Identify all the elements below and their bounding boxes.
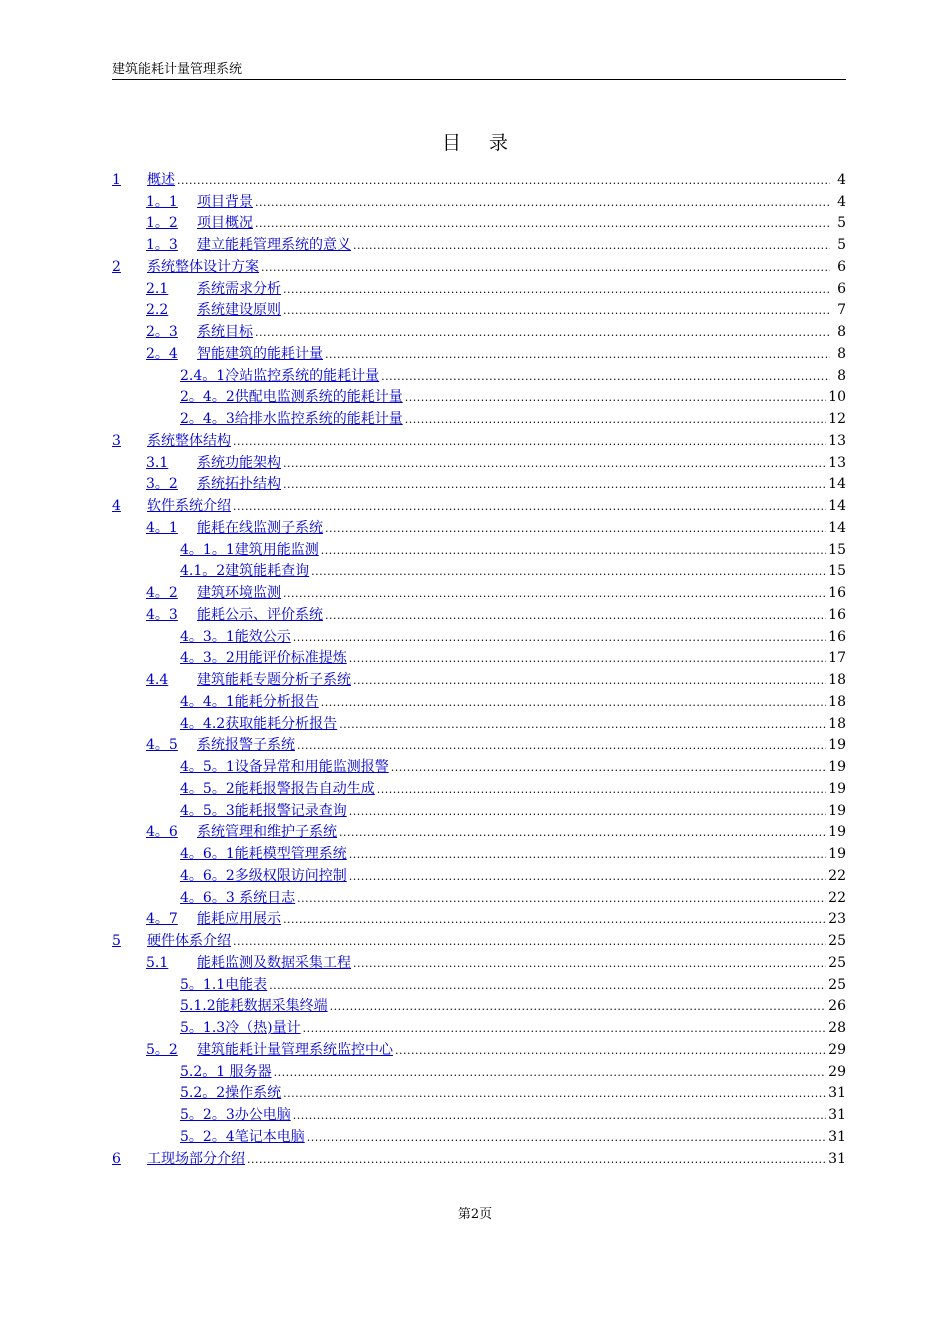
toc-entry-link[interactable]: 工现场部分介绍 [147, 1150, 245, 1167]
toc-entry[interactable] [112, 1081, 846, 1103]
toc-entry[interactable] [112, 450, 846, 472]
toc-entry[interactable] [112, 515, 846, 537]
toc-entry[interactable] [112, 580, 846, 602]
dot-leader [255, 215, 830, 232]
toc-entry-link[interactable]: 系统需求分析 [197, 280, 281, 297]
toc-entry-page: 14 [828, 476, 846, 493]
toc-entry[interactable] [112, 1015, 846, 1037]
toc-entry-link[interactable]: 建筑能耗专题分析子系统 [197, 672, 351, 688]
page-number-label: 第2页 [457, 1207, 493, 1222]
toc-entry-link[interactable]: 4。3。2用能评价标准提炼 [180, 650, 347, 667]
toc-entry[interactable] [112, 559, 846, 581]
toc-entry-link[interactable]: 4。1。1建筑用能监测 [180, 541, 319, 558]
toc-entry-link[interactable]: 系统功能架构 [197, 454, 281, 471]
toc-entry-page: 6 [837, 258, 846, 275]
dot-leader [283, 1085, 826, 1102]
dot-leader [293, 1107, 826, 1124]
page-header [112, 62, 846, 80]
toc-entry[interactable] [112, 646, 846, 668]
toc-entry-link[interactable]: 4。4。1能耗分析报告 [180, 693, 319, 710]
toc-entry-page: 8 [837, 324, 846, 340]
toc-entry-number[interactable]: 4。2 [146, 585, 178, 601]
toc-entry[interactable] [112, 733, 846, 755]
toc-entry-number[interactable]: 3 [112, 432, 121, 449]
toc-entry-number[interactable]: 4 [112, 498, 121, 514]
toc-entry-number[interactable]: 5 [112, 933, 121, 949]
toc-entry-number[interactable]: 5.1 [146, 954, 169, 971]
dot-leader [405, 389, 826, 406]
toc-entry[interactable] [112, 972, 846, 994]
toc-entry[interactable] [112, 385, 846, 407]
dot-leader [303, 1020, 827, 1037]
toc-entry-page: 14 [828, 498, 846, 514]
toc-entry-link[interactable]: 4。5。3能耗报警记录查询 [180, 802, 347, 819]
dot-leader [321, 542, 826, 559]
toc-entry-page: 7 [837, 302, 846, 319]
dot-leader [353, 955, 826, 972]
table-of-contents [112, 167, 846, 1168]
toc-entry-link[interactable]: 4。6。3 系统日志 [180, 889, 296, 906]
toc-entry-link[interactable]: 2.4。1冷站监控系统的能耗计量 [180, 367, 380, 384]
toc-entry-page: 13 [828, 432, 846, 449]
toc-entry-page: 18 [828, 672, 846, 688]
toc-entry-number[interactable]: 4。1 [146, 519, 178, 536]
dot-leader [325, 346, 830, 363]
toc-entry-page: 19 [828, 846, 846, 862]
toc-entry-number[interactable]: 4。7 [146, 911, 178, 928]
dot-leader [349, 650, 826, 667]
toc-entry-link[interactable]: 4。5。2能耗报警报告自动生成 [180, 780, 375, 797]
dot-leader [349, 846, 826, 863]
dot-leader [349, 803, 826, 820]
toc-entry[interactable] [112, 863, 846, 885]
toc-entry[interactable] [112, 754, 846, 776]
toc-entry-page: 8 [837, 367, 846, 384]
toc-entry-link[interactable]: 软件系统介绍 [147, 498, 231, 514]
toc-entry-number[interactable]: 2.1 [146, 280, 169, 297]
toc-entry-link[interactable]: 系统整体设计方案 [147, 258, 259, 275]
toc-entry-link[interactable]: 5.1.2能耗数据采集终端 [180, 998, 328, 1015]
toc-entry-page: 31 [828, 1107, 846, 1123]
toc-entry-number[interactable]: 4。5 [146, 737, 178, 754]
toc-entry-number[interactable]: 2.2 [146, 302, 169, 319]
dot-leader [233, 433, 826, 450]
toc-entry-number[interactable]: 2 [112, 258, 121, 275]
toc-entry[interactable] [112, 820, 846, 842]
toc-entry[interactable] [112, 689, 846, 711]
toc-title: 目录 [441, 132, 536, 154]
toc-entry-page: 23 [828, 911, 846, 928]
toc-entry[interactable] [112, 1059, 846, 1081]
toc-entry-link[interactable]: 系统报警子系统 [197, 737, 295, 754]
toc-entry[interactable] [112, 950, 846, 972]
dot-leader [353, 237, 830, 254]
toc-entry-link[interactable]: 5。1.1电能表 [180, 976, 268, 993]
toc-entry-page: 19 [828, 759, 846, 775]
toc-entry-page: 31 [828, 1085, 846, 1102]
toc-entry-page: 5 [837, 215, 846, 232]
toc-entry-link[interactable]: 4。6。1能耗模型管理系统 [180, 846, 347, 862]
toc-entry[interactable] [112, 537, 846, 559]
dot-leader [321, 694, 826, 711]
dot-leader [307, 1129, 826, 1146]
toc-entry-number[interactable]: 3.1 [146, 454, 169, 471]
toc-entry[interactable] [112, 319, 846, 341]
dot-leader [283, 302, 830, 319]
toc-entry-page: 28 [828, 1020, 846, 1036]
toc-entry[interactable] [112, 1124, 846, 1146]
toc-entry[interactable] [112, 667, 846, 689]
dot-leader [274, 1064, 827, 1081]
dot-leader [255, 324, 830, 341]
dot-leader [339, 716, 826, 733]
dot-leader [330, 998, 827, 1015]
toc-entry-link[interactable]: 项目背景 [197, 193, 253, 210]
toc-entry-link[interactable]: 系统管理和维护子系统 [197, 824, 337, 841]
dot-leader [283, 455, 826, 472]
toc-entry[interactable] [112, 1037, 846, 1059]
toc-entry-link[interactable]: 2。4。2供配电监测系统的能耗计量 [180, 389, 403, 406]
toc-entry-page: 16 [828, 585, 846, 601]
toc-entry-number[interactable]: 4.4 [146, 672, 169, 688]
toc-entry[interactable] [112, 907, 846, 929]
toc-entry-link[interactable]: 系统目标 [197, 324, 253, 340]
toc-entry-page: 26 [828, 998, 846, 1015]
toc-entry-page: 15 [828, 563, 846, 580]
toc-entry-page: 18 [828, 715, 846, 732]
toc-entry-page: 19 [828, 780, 846, 797]
dot-leader [261, 259, 830, 276]
dot-leader [255, 194, 830, 211]
toc-entry[interactable] [112, 885, 846, 907]
toc-entry-link[interactable]: 系统整体结构 [147, 432, 231, 449]
toc-entry-number[interactable]: 5。2 [146, 1041, 178, 1058]
dot-leader [381, 368, 830, 385]
dot-leader [353, 672, 826, 689]
toc-entry[interactable] [112, 254, 846, 276]
toc-entry[interactable] [112, 994, 846, 1016]
toc-entry[interactable] [112, 472, 846, 494]
toc-entry-link[interactable]: 概述 [147, 171, 175, 188]
toc-entry-page: 8 [837, 345, 846, 362]
toc-entry-link[interactable]: 建立能耗管理系统的意义 [197, 237, 351, 253]
toc-entry-page: 16 [828, 628, 846, 645]
toc-entry[interactable] [112, 189, 846, 211]
toc-entry-page: 31 [828, 1128, 846, 1145]
toc-entry-page: 29 [828, 1063, 846, 1080]
toc-entry-page: 5 [837, 237, 846, 253]
toc-entry-page: 15 [828, 541, 846, 558]
dot-leader [283, 911, 826, 928]
toc-entry-link[interactable]: 能耗监测及数据采集工程 [197, 954, 351, 971]
toc-entry-link[interactable]: 系统建设原则 [197, 302, 281, 319]
toc-entry-page: 25 [828, 976, 846, 993]
toc-entry-link[interactable]: 4。5。1设备异常和用能监测报警 [180, 759, 389, 775]
dot-leader [325, 607, 826, 624]
toc-entry[interactable] [112, 298, 846, 320]
toc-entry[interactable] [112, 167, 846, 189]
toc-entry-page: 22 [828, 889, 846, 906]
dot-leader [233, 498, 826, 515]
toc-entry[interactable] [112, 602, 846, 624]
toc-entry-link[interactable]: 系统拓扑结构 [197, 476, 281, 493]
toc-entry-link[interactable]: 能耗在线监测子系统 [197, 519, 323, 536]
toc-entry-page: 4 [837, 171, 846, 188]
dot-leader [269, 977, 826, 994]
toc-entry[interactable] [112, 232, 846, 254]
toc-entry-page: 18 [828, 693, 846, 710]
toc-entry-link[interactable]: 5。2。4笔记本电脑 [180, 1128, 305, 1145]
toc-entry-page: 6 [837, 280, 846, 297]
toc-entry-link[interactable]: 5.2。2操作系统 [180, 1085, 282, 1102]
dot-leader [325, 520, 826, 537]
toc-entry-number[interactable]: 2。3 [146, 324, 178, 340]
toc-entry[interactable] [112, 493, 846, 515]
dot-leader [395, 1042, 826, 1059]
toc-entry-number[interactable]: 3。2 [146, 476, 178, 493]
toc-entry-link[interactable]: 能耗应用展示 [197, 911, 281, 928]
dot-leader [377, 781, 826, 798]
dot-leader [311, 563, 826, 580]
toc-entry-page: 29 [828, 1041, 846, 1058]
toc-entry-number[interactable]: 2。4 [146, 345, 178, 362]
dot-leader [233, 933, 826, 950]
toc-entry[interactable] [112, 776, 846, 798]
toc-entry-link[interactable]: 4。4.2获取能耗分析报告 [180, 715, 338, 732]
toc-entry-number[interactable]: 1 [112, 171, 121, 188]
dot-leader [293, 629, 826, 646]
dot-leader [283, 585, 826, 602]
toc-entry-page: 25 [828, 954, 846, 971]
toc-entry-link[interactable]: 建筑环境监测 [197, 585, 281, 601]
toc-entry[interactable] [112, 624, 846, 646]
toc-entry-page: 22 [828, 867, 846, 884]
dot-leader [297, 890, 826, 907]
toc-entry-number[interactable]: 1。1 [146, 193, 178, 210]
toc-entry-number[interactable]: 1。2 [146, 215, 178, 232]
toc-entry[interactable] [112, 276, 846, 298]
toc-entry-link[interactable]: 5.2。1 服务器 [180, 1063, 272, 1080]
dot-leader [297, 737, 826, 754]
dot-leader [405, 411, 826, 428]
dot-leader [283, 476, 826, 493]
toc-entry-number[interactable]: 1。3 [146, 237, 178, 253]
toc-entry-page: 13 [828, 454, 846, 471]
toc-entry-link[interactable]: 建筑能耗计量管理系统监控中心 [197, 1041, 393, 1058]
page-footer [0, 1203, 950, 1222]
toc-entry-link[interactable]: 能耗公示、评价系统 [197, 606, 323, 623]
toc-entry-link[interactable]: 智能建筑的能耗计量 [197, 345, 323, 362]
dot-leader [349, 868, 826, 885]
dot-leader [391, 759, 826, 776]
toc-entry-page: 4 [837, 193, 846, 210]
toc-entry[interactable] [112, 928, 846, 950]
toc-entry-page: 25 [828, 933, 846, 949]
toc-entry[interactable] [112, 798, 846, 820]
toc-entry-page: 10 [828, 389, 846, 406]
toc-entry-link[interactable]: 项目概况 [197, 215, 253, 232]
toc-entry-page: 17 [828, 650, 846, 667]
toc-entry[interactable] [112, 428, 846, 450]
toc-entry[interactable] [112, 211, 846, 233]
toc-entry-link[interactable]: 4。6。2多级权限访问控制 [180, 867, 347, 884]
header-title: 建筑能耗计量管理系统 [112, 62, 243, 77]
toc-entry-number[interactable]: 4。3 [146, 606, 178, 623]
toc-entry-link[interactable]: 2。4。3给排水监控系统的能耗计量 [180, 411, 403, 427]
toc-entry-page: 19 [828, 802, 846, 819]
toc-entry-link[interactable]: 5。2。3办公电脑 [180, 1107, 291, 1123]
dot-leader [339, 824, 826, 841]
toc-entry-page: 19 [828, 824, 846, 841]
dot-leader [247, 1151, 826, 1168]
toc-entry-number[interactable]: 6 [112, 1150, 121, 1167]
toc-entry[interactable] [112, 711, 846, 733]
toc-entry[interactable] [112, 841, 846, 863]
toc-entry[interactable] [112, 1146, 846, 1168]
toc-entry[interactable] [112, 1102, 846, 1124]
toc-entry-page: 31 [828, 1150, 846, 1167]
toc-entry-page: 19 [828, 737, 846, 754]
toc-entry[interactable] [112, 406, 846, 428]
toc-entry-link[interactable]: 4。3。1能效公示 [180, 628, 291, 645]
toc-entry-link[interactable]: 4.1。2建筑能耗查询 [180, 563, 310, 580]
toc-entry-page: 14 [828, 519, 846, 536]
toc-entry-number[interactable]: 4。6 [146, 824, 178, 841]
toc-entry-link[interactable]: 硬件体系介绍 [147, 933, 231, 949]
toc-entry-page: 16 [828, 606, 846, 623]
toc-entry-link[interactable]: 5。1.3冷（热)量计 [180, 1020, 301, 1036]
toc-entry[interactable] [112, 363, 846, 385]
toc-entry[interactable] [112, 341, 846, 363]
dot-leader [283, 281, 830, 298]
toc-entry-page: 12 [828, 411, 846, 427]
dot-leader [177, 172, 830, 189]
